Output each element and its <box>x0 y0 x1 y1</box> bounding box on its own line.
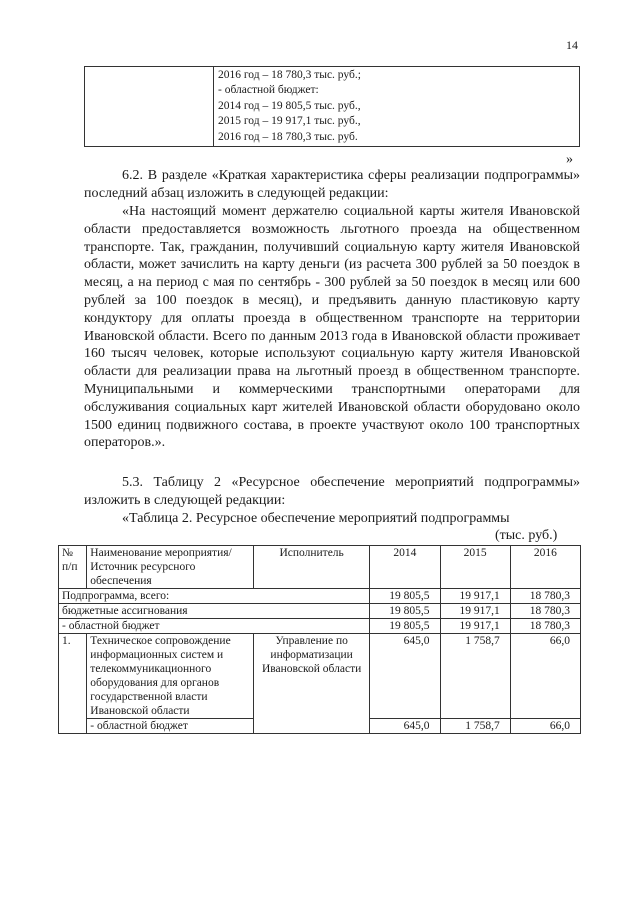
paragraph-social-card: «На настоящий момент держателю социальной карты жителя Ивановской области предоставляется возможность льготного проезда на общественном транспорте. Так, гражданин, получивший социальную карту жителя Ивановской области, может зачислить на карту деньги (из расчета 300 рублей за 50 поездок в месяц, а на период с мая по сентябрь - 300 рублей за 50 поездок в месяц или 600 рублей за 100 поездок в месяц), и предъявить данную пластиковую карту кондуктору для оплаты проезда в общественном транспорте на территории Ивановской области. Всего по данным 2013 года в Ивановской области проживает 160 тысяч человек, которые используют социальную карту жителя Ивановской области для реализации права на льготный проезд в общественном транспорте. Муниципальными и коммерческими транспортными операторами для обслуживания социальных карт жителей Ивановской области оборудовано около 1500 единиц подвижного состава, в проекте участвуют около 100 транспортных операторов.». <box>84 204 580 451</box>
resource-table <box>58 545 581 734</box>
row-label: бюджетные ассигнования <box>59 604 370 619</box>
row-label: Подпрограмма, всего: <box>59 589 370 604</box>
closing-quote: » <box>566 152 573 167</box>
paragraph-6-2: 6.2. В разделе «Краткая характеристика сферы реализации подпрограммы» последний абзац изложить в следующей редакции: <box>84 168 580 201</box>
table-row-item-1 <box>59 634 581 719</box>
empty-cell <box>85 67 214 147</box>
row-2016: 18 780,3 <box>510 589 580 604</box>
table-header-row <box>59 546 581 589</box>
row-2016: 18 780,3 <box>510 604 580 619</box>
sub-2016: 66,0 <box>510 719 580 734</box>
item-num: 1. <box>59 634 87 734</box>
row-2015: 19 917,1 <box>440 589 510 604</box>
table-2-caption: «Таблица 2. Ресурсное обеспечение мероприятий подпрограммы <box>122 511 510 526</box>
row-2014: 19 805,5 <box>370 619 440 634</box>
funding-line: 2015 год – 19 917,1 тыс. руб., <box>218 115 361 128</box>
row-2015: 19 917,1 <box>440 604 510 619</box>
item-2015: 1 758,7 <box>440 634 510 719</box>
funding-line: 2016 год – 18 780,3 тыс. руб. <box>218 130 358 143</box>
table-row <box>59 589 581 604</box>
funding-line: 2014 год – 19 805,5 тыс. руб., <box>218 99 361 112</box>
row-2016: 18 780,3 <box>510 619 580 634</box>
header-executor: Исполнитель <box>253 546 369 589</box>
funding-continuation-table <box>84 66 580 147</box>
funding-lines-cell <box>214 67 580 147</box>
header-num: № п/п <box>59 546 87 589</box>
item-2014: 645,0 <box>370 634 440 719</box>
funding-line: - областной бюджет: <box>218 84 319 97</box>
row-2014: 19 805,5 <box>370 604 440 619</box>
header-name: Наименование мероприятия/Источник ресурсного обеспечения <box>87 546 254 589</box>
header-2014: 2014 <box>370 546 440 589</box>
sub-2014: 645,0 <box>370 719 440 734</box>
row-label: - областной бюджет <box>59 619 370 634</box>
unit-label: (тыс. руб.) <box>495 528 558 543</box>
row-2014: 19 805,5 <box>370 589 440 604</box>
page-number: 14 <box>566 38 578 52</box>
row-2015: 19 917,1 <box>440 619 510 634</box>
sub-2015: 1 758,7 <box>440 719 510 734</box>
item-executor: Управление по информатизации Ивановской области <box>253 634 369 734</box>
sub-label: - областной бюджет <box>87 719 254 734</box>
header-2015: 2015 <box>440 546 510 589</box>
item-name: Техническое сопровождение информационных систем и телекоммуникационного оборудования для органов государственной власти Ивановской области <box>87 634 254 719</box>
header-2016: 2016 <box>510 546 580 589</box>
item-2016: 66,0 <box>510 634 580 719</box>
funding-line: 2016 год – 18 780,3 тыс. руб.; <box>218 69 361 81</box>
paragraph-5-3: 5.3. Таблицу 2 «Ресурсное обеспечение мероприятий подпрограммы» изложить в следующей редакции: <box>84 475 580 508</box>
table-row <box>59 619 581 634</box>
table-row <box>59 604 581 619</box>
